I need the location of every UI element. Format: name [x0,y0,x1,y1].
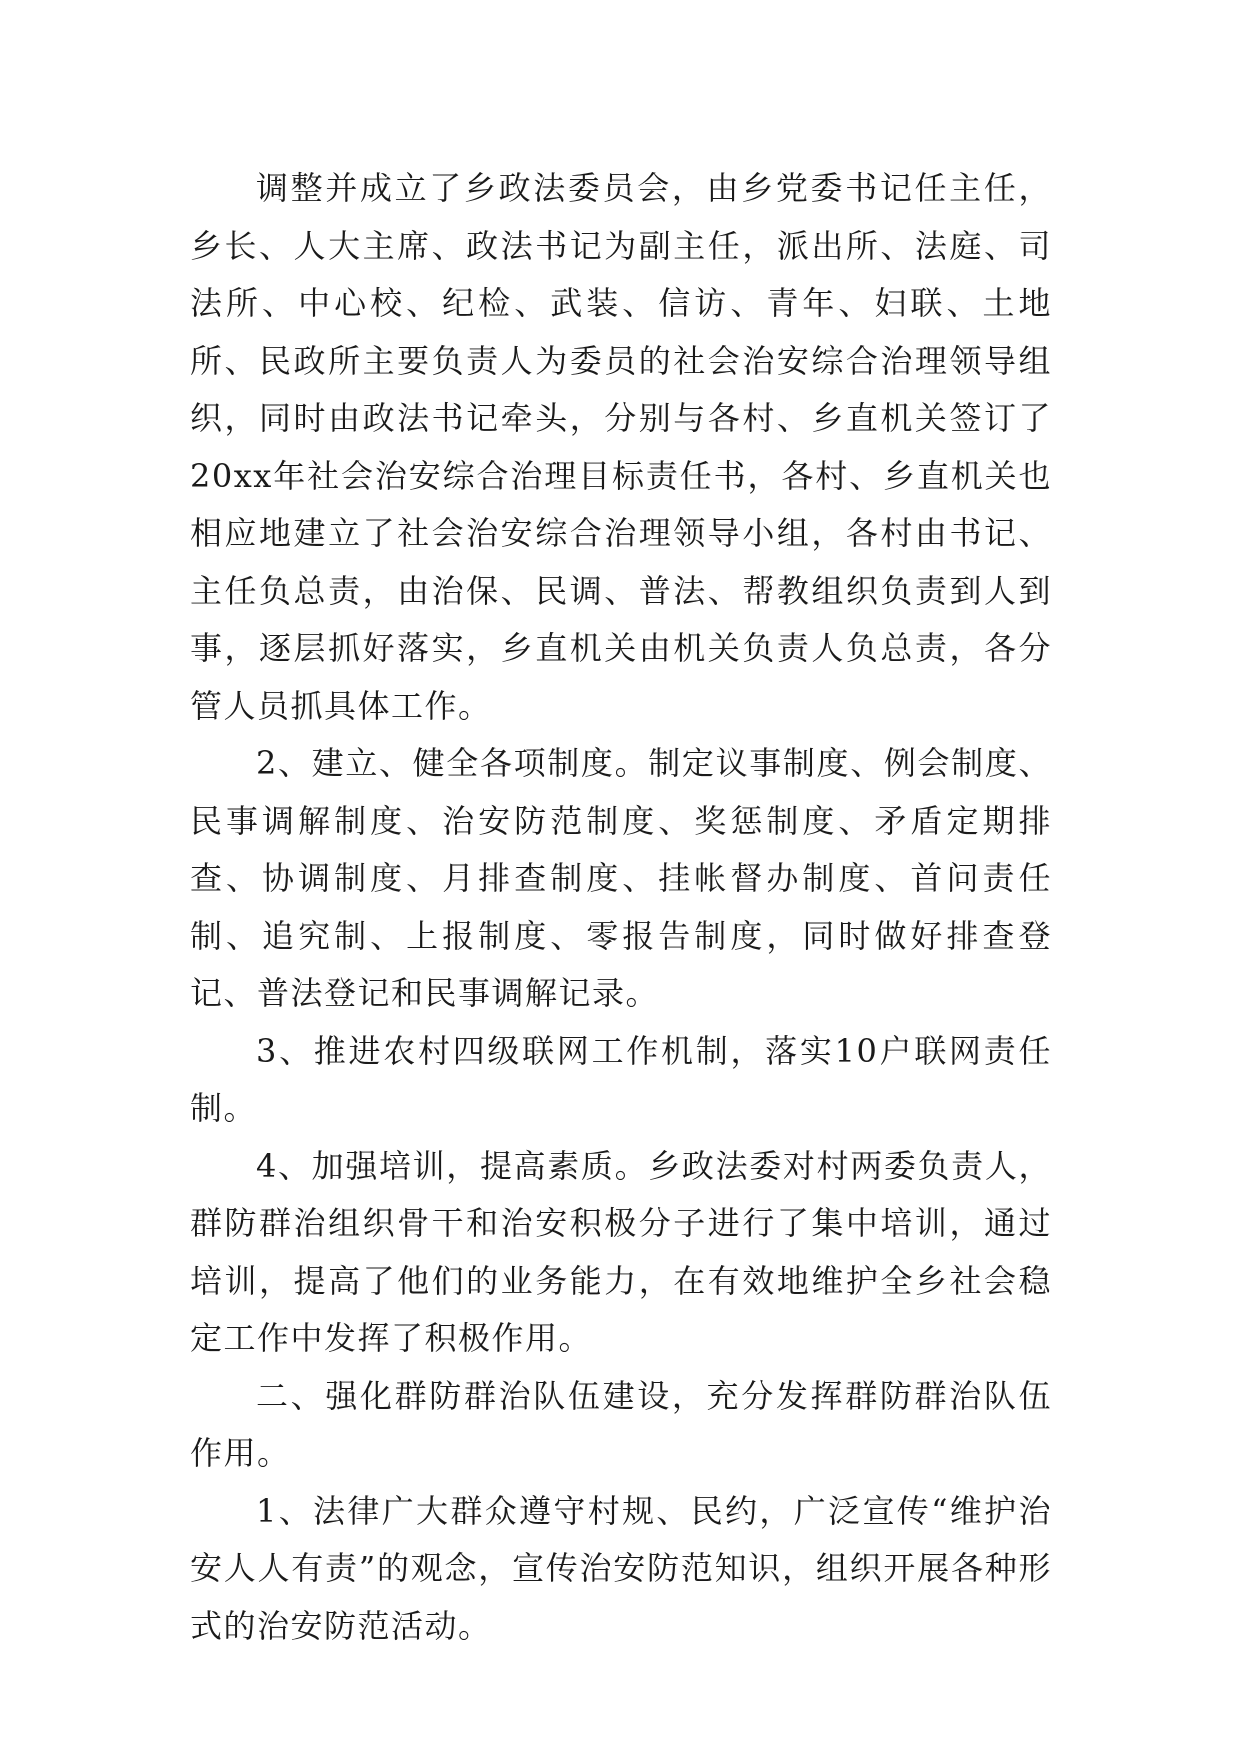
paragraph-rules-system: 2、建立、健全各项制度。制定议事制度、例会制度、民事调解制度、治安防范制度、奖惩制度、矛盾定期排查、协调制度、月排查制度、挂帐督办制度、首问责任制、追究制、上报制度、零报告制度，同时做好排查登记、普法登记和民事调解记录。 [190,744,1052,1012]
section-heading-team-building: 二、强化群防群治队伍建设，充分发挥群防群治队伍作用。 [190,1376,1052,1472]
paragraph-training: 4、加强培训，提高素质。乡政法委对村两委负责人，群防群治组织骨干和治安积极分子进行了集中培训，通过培训，提高了他们的业务能力，在有效地维护全乡社会稳定工作中发挥了积极作用。 [190,1146,1052,1357]
paragraph-network-mechanism: 3、推进农村四级联网工作机制，落实10户联网责任制。 [190,1031,1052,1127]
paragraph-law-publicity: 1、法律广大群众遵守村规、民约，广泛宣传“维护治安人人有责”的观念，宣传治安防范知识，组织开展各种形式的治安防范活动。 [190,1491,1052,1645]
paragraph-committee-setup: 调整并成立了乡政法委员会，由乡党委书记任主任，乡长、人大主席、政法书记为副主任，派出所、法庭、司法所、中心校、纪检、武装、信访、青年、妇联、土地所、民政所主要负责人为委员的社会治安综合治理领导组织，同时由政法书记牵头，分别与各村、乡直机关签订了20xx年社会治安综合治理目标责任书，各村、乡直机关也相应地建立了社会治安综合治理领导小组，各村由书记、主任负总责，由治保、民调、普法、帮教组织负责到人到事，逐层抓好落实，乡直机关由机关负责人负总责，各分管人员抓具体工作。 [190,169,1052,725]
document-body [190,160,1052,1655]
